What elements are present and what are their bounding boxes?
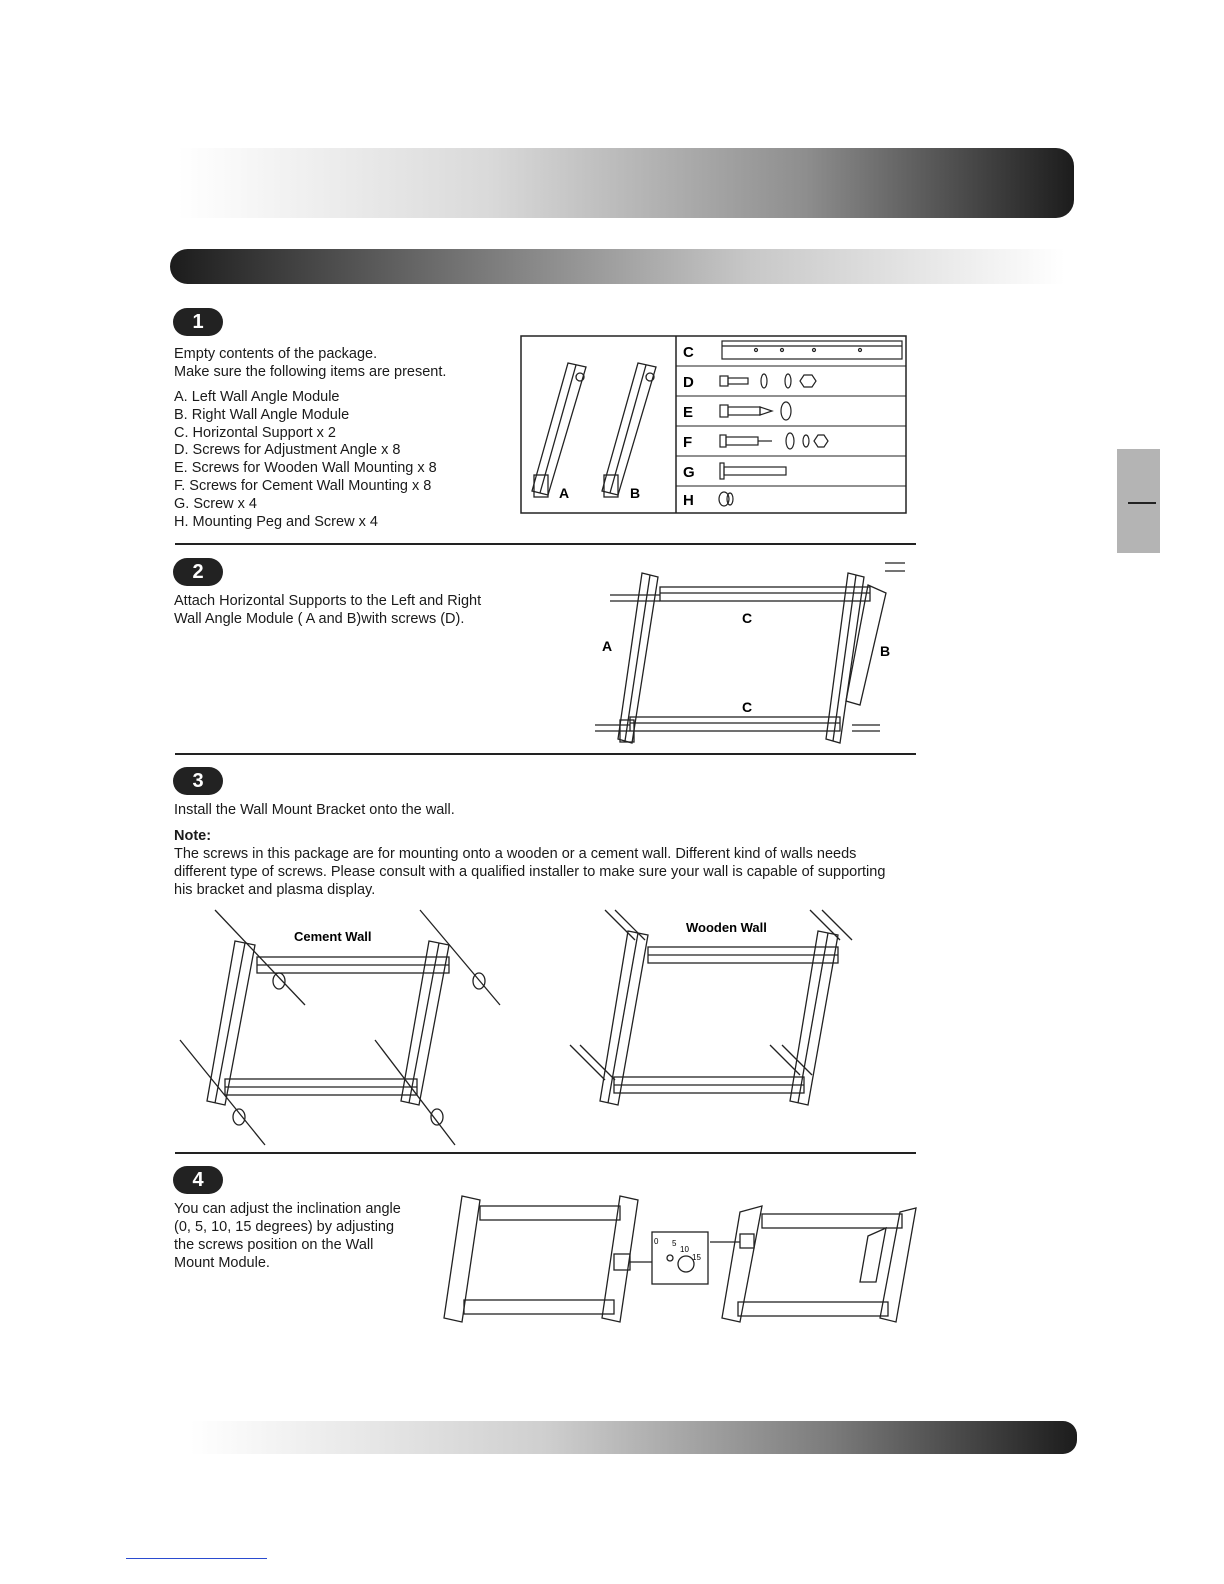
wooden-wall-label: Wooden Wall (686, 920, 767, 935)
angle-mark-10: 10 (680, 1245, 689, 1254)
figure-label-a: A (602, 638, 613, 654)
parts-list (174, 389, 514, 531)
step-divider (175, 753, 916, 755)
parts-list-item: F. Screws for Cement Wall Mounting x 8 (174, 477, 432, 494)
step-3-line: Install the Wall Mount Bracket onto the wall. (174, 802, 455, 818)
angle-mark-15: 15 (692, 1253, 701, 1262)
step-4-line: You can adjust the inclination angle (174, 1201, 401, 1217)
part-row-label: F (683, 434, 693, 451)
step-4-line: (0, 5, 10, 15 degrees) by adjusting (174, 1219, 395, 1235)
parts-list-item: D. Screws for Adjustment Angle x 8 (174, 442, 401, 459)
screw-set-f (720, 433, 828, 449)
angle-module-b (602, 363, 656, 497)
part-row-label: H (683, 492, 694, 509)
step-1-text (174, 345, 514, 531)
angle-module-a (532, 363, 586, 497)
side-tab-dash (1128, 502, 1156, 504)
angle-mark-0: 0 (654, 1237, 659, 1246)
angle-mark-5: 5 (672, 1239, 677, 1248)
parts-list-item: G. Screw x 4 (174, 495, 257, 512)
parts-list-item: H. Mounting Peg and Screw x 4 (174, 513, 378, 530)
horizontal-support-drawing (722, 341, 902, 359)
cement-wall-figure (175, 905, 515, 1150)
step-1-badge: 1 (173, 308, 223, 336)
screw-set-d (720, 374, 816, 388)
step-2-text (174, 592, 514, 628)
step-1-intro-line: Make sure the following items are present. (174, 364, 447, 380)
note-title: Note: (174, 828, 212, 844)
part-label-a: A (559, 485, 570, 501)
parts-list-item: A. Left Wall Angle Module (174, 389, 340, 405)
figure-label-b: B (880, 643, 891, 659)
step-2-line: Wall Angle Module ( A and B)with screws (D). (174, 611, 465, 627)
cement-wall-label: Cement Wall (294, 929, 372, 944)
footer-band (190, 1421, 1077, 1454)
screw-set-e (720, 402, 791, 420)
screw-g (720, 463, 786, 479)
parts-list-item: E. Screws for Wooden Wall Mounting x 8 (174, 460, 437, 477)
step-1-intro-line: Empty contents of the package. (174, 346, 378, 362)
step-divider (175, 543, 916, 545)
step-4-text (174, 1200, 434, 1272)
step-3-badge: 3 (173, 767, 223, 795)
note-line: his bracket and plasma display. (174, 882, 376, 898)
side-tab (1117, 449, 1160, 553)
part-row-label: C (683, 344, 694, 361)
step-divider (175, 1152, 916, 1154)
inclination-figure (440, 1190, 920, 1330)
note-line: The screws in this package are for mounting onto a wooden or a cement wall. Different kind of walls needs (174, 846, 857, 862)
step-2-badge: 2 (173, 558, 223, 586)
figure-label-c-bottom: C (742, 699, 753, 715)
assembly-figure (590, 555, 920, 750)
step-4-line: Mount Module. (174, 1255, 270, 1271)
note-line: different type of screws. Please consult with a qualified installer to make sure your wall is capable of supporting (174, 864, 886, 880)
subheader-band (170, 249, 1065, 284)
step-4-line: the screws position on the Wall (174, 1237, 374, 1253)
figure-label-c-top: C (742, 610, 753, 626)
step-3-text (174, 801, 914, 899)
part-row-label: E (683, 404, 694, 421)
parts-figure (520, 335, 908, 515)
parts-list-item: B. Right Wall Angle Module (174, 406, 350, 423)
header-band (178, 148, 1074, 218)
mounting-peg-h (719, 492, 733, 506)
part-label-b: B (630, 485, 641, 501)
parts-list-item: C. Horizontal Support x 2 (174, 424, 336, 441)
part-row-label: D (683, 374, 694, 391)
part-row-label: G (683, 464, 695, 481)
wooden-wall-figure (560, 905, 880, 1120)
step-4-badge: 4 (173, 1166, 223, 1194)
step-2-line: Attach Horizontal Supports to the Left and Right (174, 593, 482, 609)
footer-rule (126, 1558, 267, 1559)
